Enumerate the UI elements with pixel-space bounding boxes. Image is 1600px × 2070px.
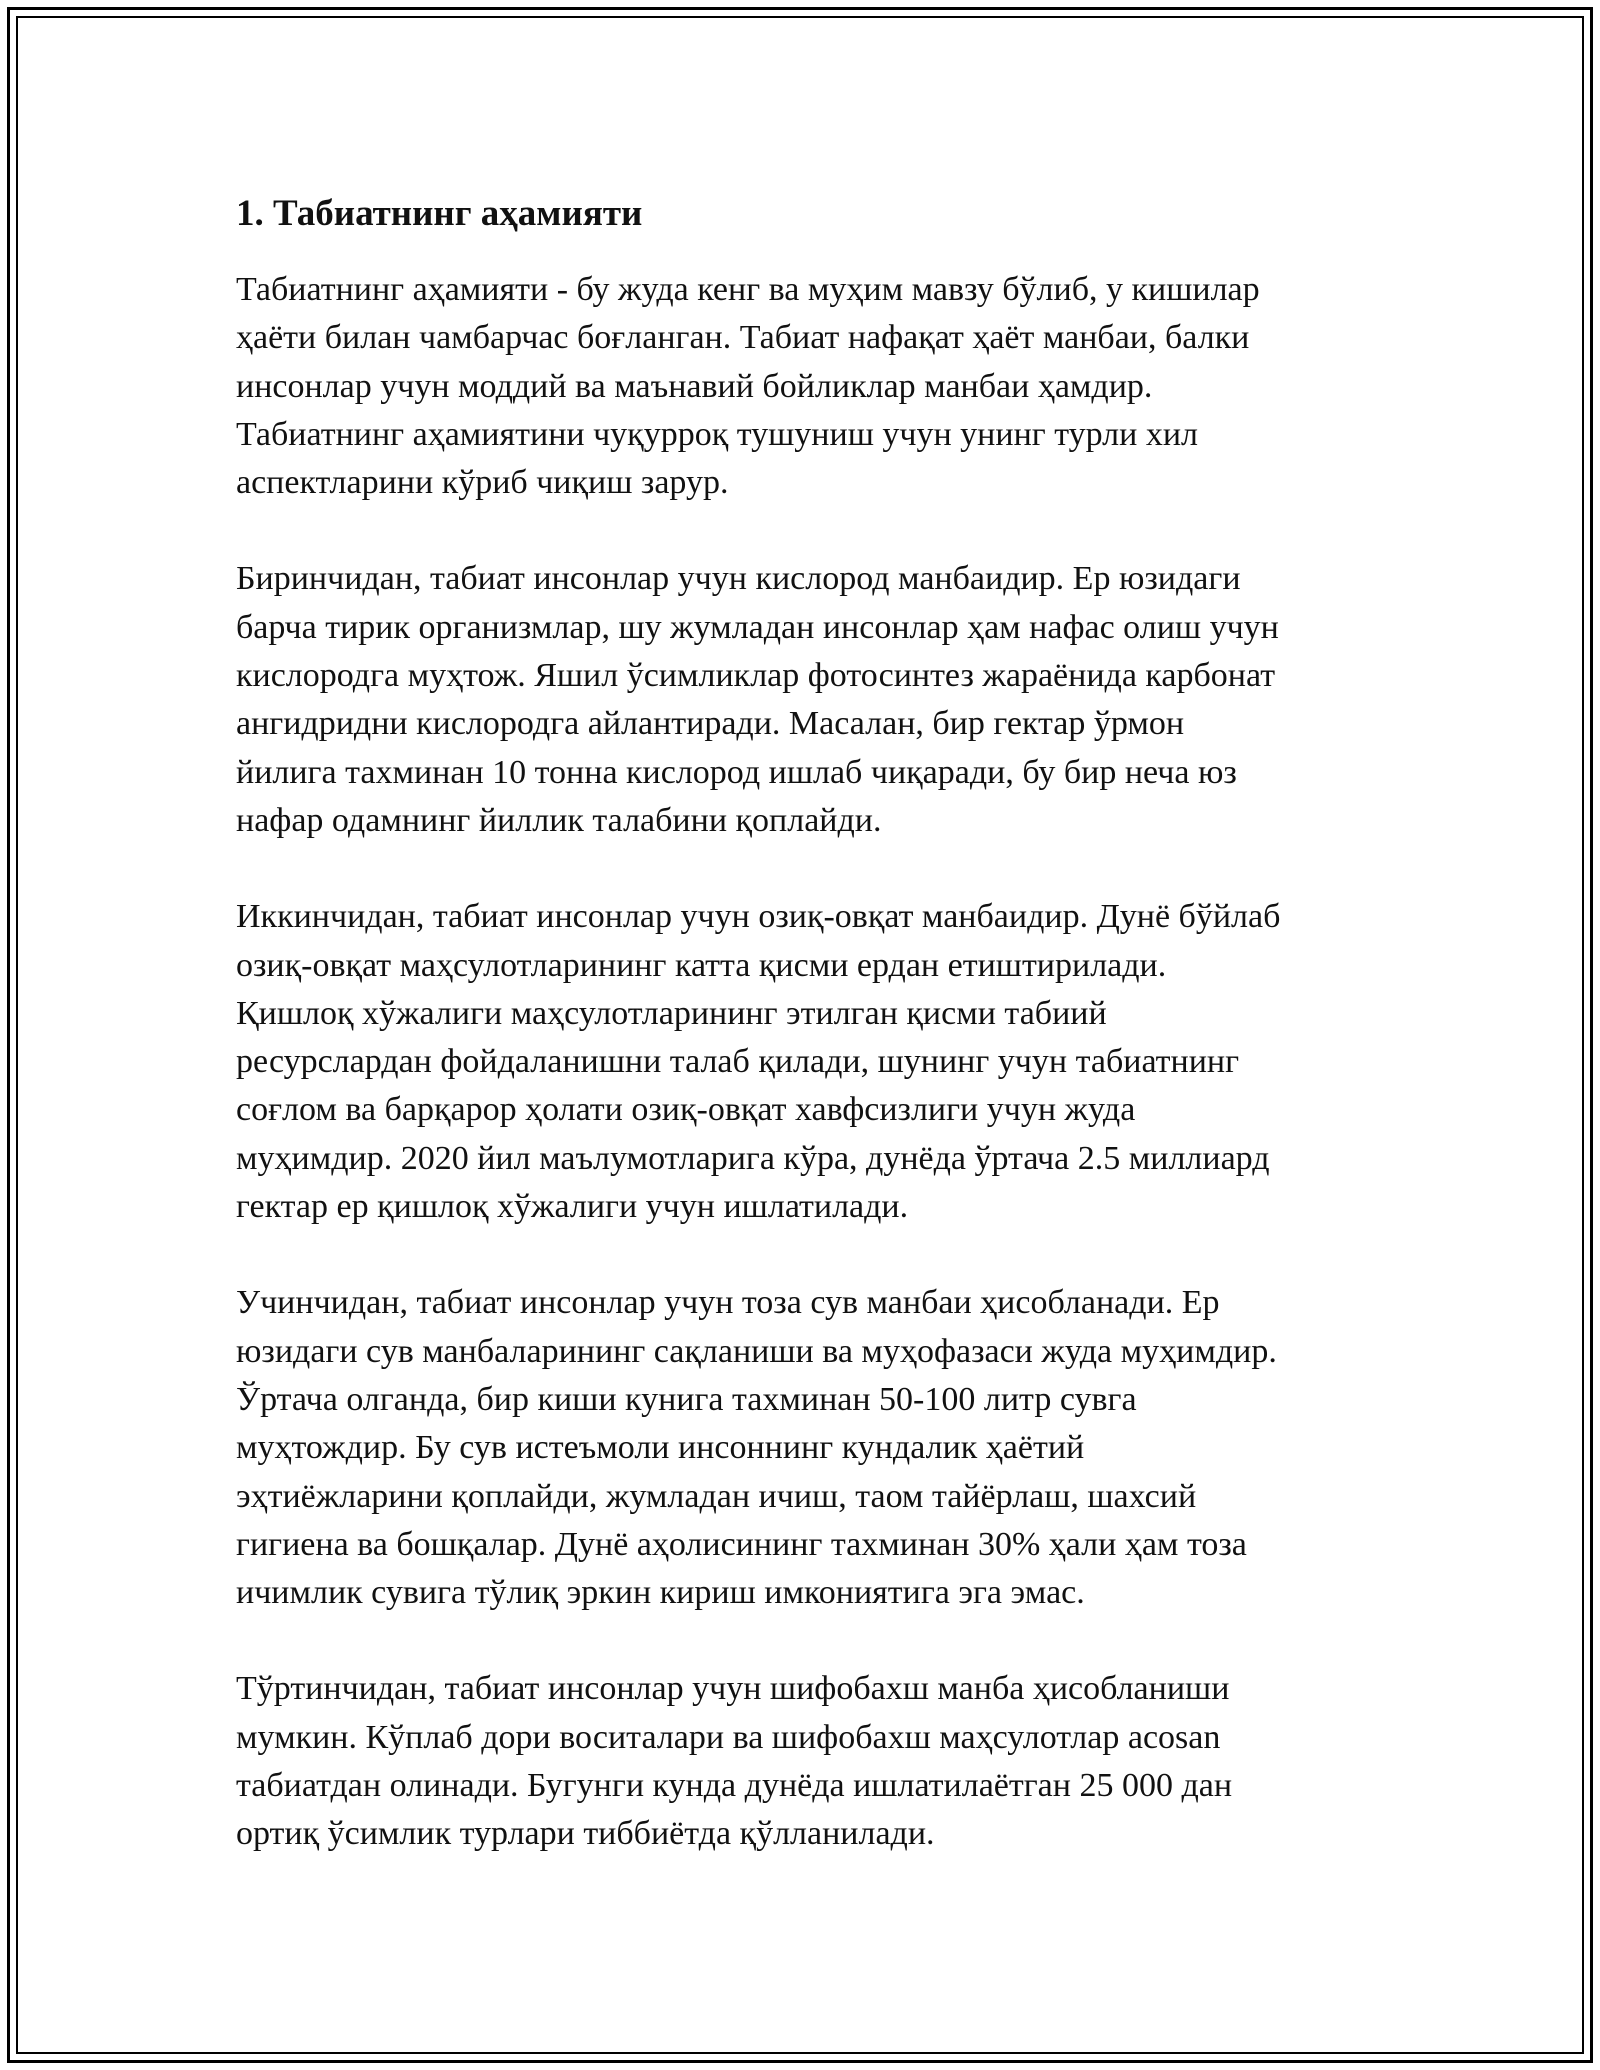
text-line: юзидаги сув манбаларининг сақланиши ва муҳофазаси жуда муҳимдир. [236,1332,1277,1370]
paragraph-intro [236,266,1376,507]
text-line: муҳимдир. 2020 йил маълумотларига кўра, дунёда ўртача 2.5 миллиард [236,1139,1270,1177]
text-line: нафар одамнинг йиллик талабини қоплайди. [236,801,882,839]
document-page [236,186,1376,1907]
text-line: Учинчидан, табиат инсонлар учун тоза сув манбаи ҳисобланади. Ер [236,1284,1220,1322]
text-line: ресурслардан фойдаланишни талаб қилади, шунинг учун табиатнинг [236,1043,1240,1081]
paragraph-water [236,1279,1376,1617]
text-line: кислородга муҳтож. Яшил ўсимликлар фотосинтез жараёнида карбонат [236,657,1276,695]
text-line: Ўртача олганда, бир киши кунига тахминан 50-100 литр сувга [236,1380,1137,1418]
text-line: ортиқ ўсимлик турлари тиббиётда қўлланилади. [236,1815,935,1853]
text-line: ичимлик сувига тўлиқ эркин кириш имкониятига эга эмас. [236,1574,1085,1612]
text-line: ангидридни кислородга айлантиради. Масалан, бир гектар ўрмон [236,705,1185,743]
text-line: Тўртинчидан, табиат инсонлар учун шифобахш манба ҳисобланиши [236,1670,1230,1708]
text-line: ҳаёти билан чамбарчас боғланган. Табиат нафақат ҳаёт манбаи, балки [236,319,1250,357]
paragraph-medicine [236,1665,1376,1858]
text-line: гектар ер қишлоқ хўжалиги учун ишлатилади. [236,1188,909,1226]
text-line: мумкин. Кўплаб дори воситалари ва шифобахш маҳсулотлар acosan [236,1718,1221,1756]
text-line: табиатдан олинади. Бугунги кунда дунёда ишлатилаётган 25 000 дан [236,1767,1233,1805]
text-line: озиқ-овқат маҳсулотларининг катта қисми ердан етиштирилади. [236,946,1167,984]
text-line: инсонлар учун моддий ва маънавий бойликлар манбаи ҳамдир. [236,367,1153,405]
text-line: эҳтиёжларини қоплайди, жумладан ичиш, таом тайёрлаш, шахсий [236,1477,1197,1515]
paragraph-oxygen [236,555,1376,845]
text-line: Биринчидан, табиат инсонлар учун кислород манбаидир. Ер юзидаги [236,560,1241,598]
text-line: йилига тахминан 10 тонна кислород ишлаб чиқаради, бу бир неча юз [236,753,1237,791]
text-line: соғлом ва барқарор ҳолати озиқ-овқат хавфсизлиги учун жуда [236,1091,1136,1129]
paragraph-food [236,893,1376,1231]
text-line: Иккинчидан, табиат инсонлар учун озиқ-овқат манбаидир. Дунё бўйлаб [236,898,1281,936]
text-line: Табиатнинг аҳамиятини чуқурроқ тушуниш учун унинг турли хил [236,415,1198,453]
text-line: гигиена ва бошқалар. Дунё аҳолисининг тахминан 30% ҳали ҳам тоза [236,1525,1247,1563]
text-line: Табиатнинг аҳамияти - бу жуда кенг ва муҳим мавзу бўлиб, у кишилар [236,271,1260,308]
text-line: Қишлоқ хўжалиги маҳсулотларининг этилган қисми табиий [236,994,1107,1032]
section-heading: 1. Табиатнинг аҳамияти [236,193,643,234]
text-line: барча тирик организмлар, шу жумладан инсонлар ҳам нафас олиш учун [236,608,1279,646]
text-line: аспектларини кўриб чиқиш зарур. [236,464,729,502]
text-line: муҳтождир. Бу сув истеъмоли инсоннинг кундалик ҳаётий [236,1429,1085,1467]
